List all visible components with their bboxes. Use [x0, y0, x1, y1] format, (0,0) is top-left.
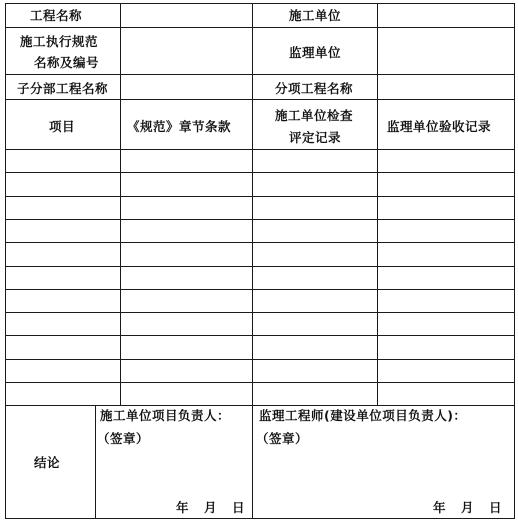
column-inspection-line1: 施工单位检查 — [275, 108, 354, 123]
conclusion-label: 结论 — [34, 455, 61, 470]
standard-label-line1: 施工执行规范 — [20, 34, 99, 49]
row-divider — [5, 99, 515, 100]
sub-item-label: 分项工程名称 — [275, 81, 354, 96]
supervisor-label: 监理工程师(建设单位项目负责人)： — [259, 408, 467, 423]
column-acceptance-record: 监理单位验收记录 — [387, 119, 492, 134]
row-divider — [5, 359, 515, 360]
contractor-date-day: 日 — [232, 500, 246, 515]
contractor-seal-label: （签章） — [97, 431, 150, 446]
contractor-date-month: 月 — [204, 500, 218, 515]
column-divider — [377, 3, 378, 405]
row-divider — [5, 27, 515, 28]
contractor-manager-label: 施工单位项目负责人： — [100, 408, 231, 423]
column-divider — [252, 3, 253, 405]
row-divider — [5, 266, 515, 267]
row-divider — [5, 382, 515, 383]
row-divider — [5, 219, 515, 220]
contractor-date-year: 年 — [176, 500, 190, 515]
standard-label-line2: 名称及编号 — [34, 55, 100, 70]
row-divider — [5, 172, 515, 173]
row-divider — [5, 312, 515, 313]
row-divider — [5, 74, 515, 75]
column-divider — [120, 3, 121, 99]
supervisor-date-month: 月 — [461, 500, 475, 515]
column-inspection-line2: 评定记录 — [289, 130, 342, 145]
row-divider — [5, 149, 515, 150]
sub-division-label: 子分部工程名称 — [17, 81, 109, 96]
supervisor-date-day: 日 — [489, 500, 503, 515]
supervisor-date-year: 年 — [433, 500, 447, 515]
column-standard-clause: 《规范》章节条款 — [127, 119, 232, 134]
column-divider — [95, 405, 96, 519]
column-divider — [252, 405, 253, 519]
column-item: 项目 — [49, 119, 76, 134]
supervision-unit-label: 监理单位 — [289, 45, 342, 60]
row-divider — [5, 242, 515, 243]
project-name-label: 工程名称 — [30, 8, 83, 23]
supervisor-seal-label: （签章） — [256, 431, 309, 446]
column-divider — [120, 99, 121, 405]
row-divider — [5, 196, 515, 197]
construction-unit-label: 施工单位 — [289, 8, 342, 23]
row-divider — [5, 335, 515, 336]
row-divider — [5, 289, 515, 290]
